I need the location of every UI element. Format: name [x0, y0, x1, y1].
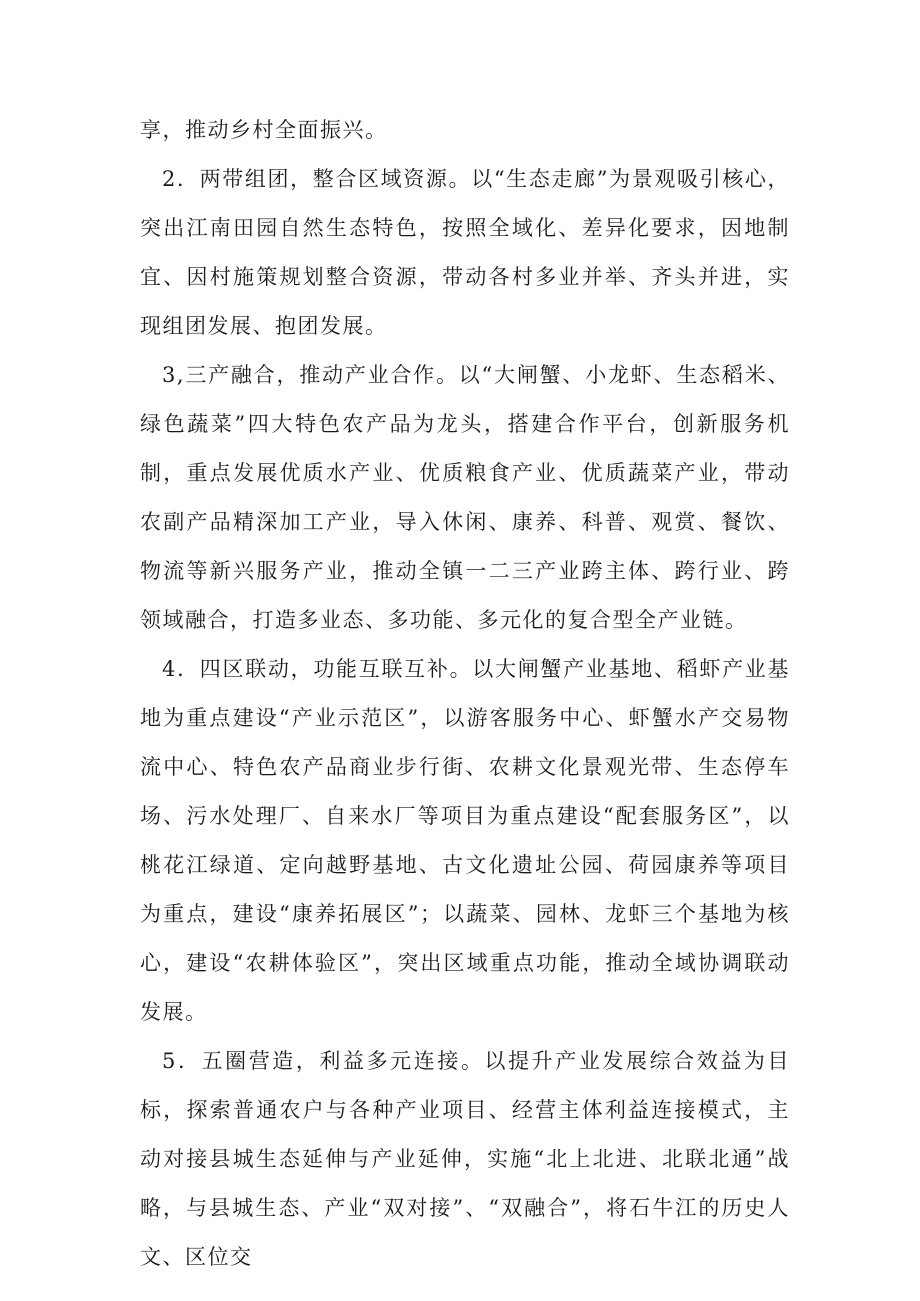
paragraph-item-2: 2．两带组团，整合区域资源。以“生态走廊”为景观吸引核心，突出江南田园自然生态特色，按照全域化、差异化要求，因地制宜、因村施策规划整合资源，带动各村多业并举、齐头并进，实现组团发展、抱团发展。: [140, 167, 790, 338]
paragraph-item-3: 3,三产融合，推动产业合作。以“大闸蟹、小龙虾、生态稻米、绿色蔬菜”四大特色农产品为龙头，搭建合作平台，创新服务机制，重点发展优质水产业、优质粮食产业、优质蔬菜产业，带动农副产品精深加工产业，导入休闲、康养、科普、观赏、餐饮、物流等新兴服务产业，推动全镇一二三产业跨主体、跨行业、跨领域融合，打造多业态、多功能、多元化的复合型全产业链。: [140, 363, 790, 632]
paragraph-item-5: 5．五圈营造，利益多元连接。以提升产业发展综合效益为目标，探索普通农户与各种产业项目、经营主体利益连接模式，主动对接县城生态延伸与产业延伸，实施“北上北进、北联北通”战略，与县城生态、产业“双对接”、“双融合”，将石牛江的历史人文、区位交: [140, 1049, 790, 1269]
document-body: [140, 106, 790, 1282]
paragraph-continuation: 享，推动乡村全面振兴。: [140, 118, 388, 142]
paragraph-item-4: 4．四区联动，功能互联互补。以大闸蟹产业基地、稻虾产业基地为重点建设“产业示范区”，以游客服务中心、虾蟹水产交易物流中心、特色农产品商业步行街、农耕文化景观光带、生态停车场、污水处理厂、自来水厂等项目为重点建设“配套服务区”，以桃花江绿道、定向越野基地、古文化遗址公园、荷园康养等项目为重点，建设“康养拓展区”；以蔬菜、园林、龙虾三个基地为核心，建设“农耕体验区”，突出区域重点功能，推动全域协调联动发展。: [140, 657, 790, 1024]
